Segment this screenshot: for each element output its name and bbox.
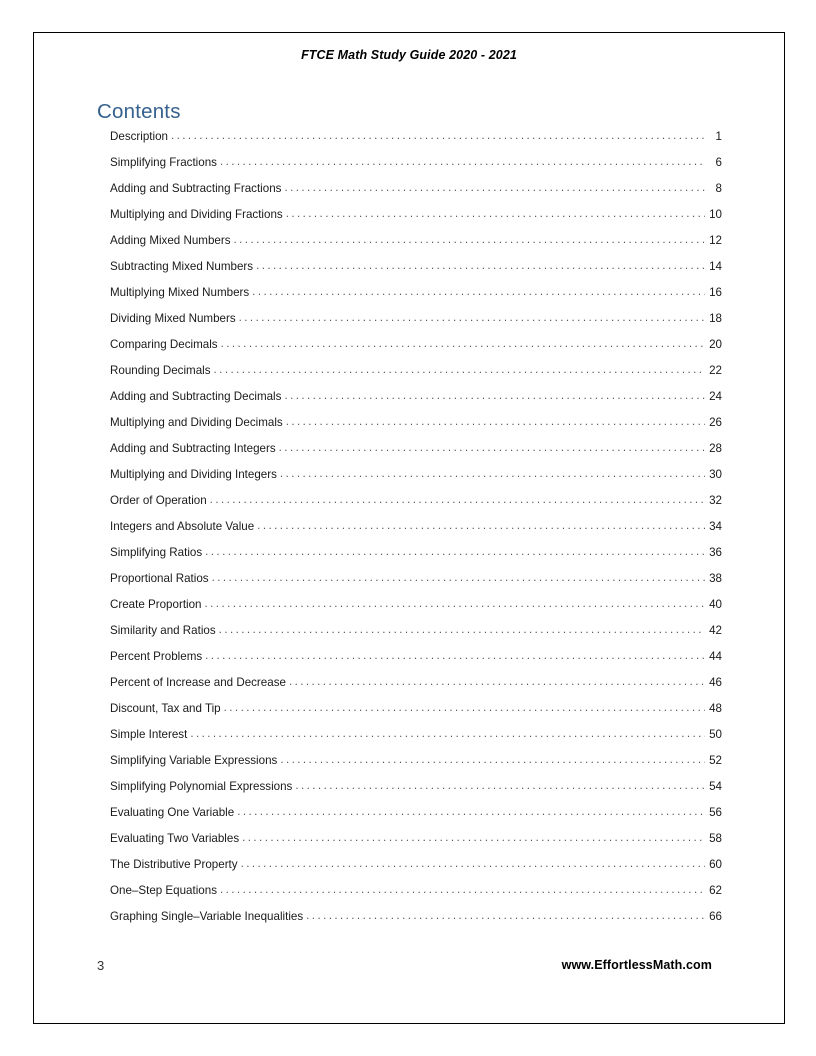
- toc-entry-title: Create Proportion: [110, 598, 202, 611]
- toc-entry-page-number: 10: [709, 208, 722, 221]
- toc-entry-page-number: 38: [709, 572, 722, 585]
- toc-entry-title: Adding Mixed Numbers: [110, 234, 231, 247]
- toc-entry[interactable]: [110, 468, 722, 494]
- toc-entry-title: Simple Interest: [110, 728, 188, 741]
- toc-entry-title: Multiplying Mixed Numbers: [110, 286, 250, 299]
- toc-entry-page-number: 44: [709, 650, 722, 663]
- toc-leader-dots: [280, 754, 705, 766]
- toc-entry[interactable]: [110, 910, 722, 936]
- toc-leader-dots: [210, 494, 705, 506]
- toc-entry[interactable]: [110, 520, 722, 546]
- toc-entry-page-number: 54: [709, 780, 722, 793]
- toc-entry-page-number: 8: [715, 182, 722, 195]
- toc-entry-page-number: 14: [709, 260, 722, 273]
- toc-leader-dots: [219, 624, 705, 636]
- toc-entry[interactable]: [110, 260, 722, 286]
- footer-website: www.EffortlessMath.com: [561, 958, 712, 972]
- toc-entry-title: One–Step Equations: [110, 884, 217, 897]
- toc-leader-dots: [224, 702, 705, 714]
- toc-entry[interactable]: [110, 494, 722, 520]
- toc-entry-page-number: 12: [709, 234, 722, 247]
- toc-entry-title: Subtracting Mixed Numbers: [110, 260, 254, 273]
- toc-entry-title: Simplifying Fractions: [110, 156, 217, 169]
- toc-entry-page-number: 52: [709, 754, 722, 767]
- toc-leader-dots: [171, 130, 705, 142]
- toc-entry-page-number: 48: [709, 702, 722, 715]
- toc-entry-page-number: 1: [715, 130, 722, 143]
- toc-leader-dots: [221, 338, 705, 350]
- toc-leader-dots: [280, 468, 705, 480]
- toc-entry[interactable]: [110, 884, 722, 910]
- toc-leader-dots: [252, 286, 705, 298]
- toc-entry[interactable]: [110, 858, 722, 884]
- toc-entry-title: Comparing Decimals: [110, 338, 218, 351]
- toc-leader-dots: [286, 208, 705, 220]
- toc-entry-title: Multiplying and Dividing Decimals: [110, 416, 283, 429]
- toc-entry-page-number: 32: [709, 494, 722, 507]
- toc-leader-dots: [237, 806, 705, 818]
- toc-entry-title: Multiplying and Dividing Integers: [110, 468, 277, 481]
- toc-entry[interactable]: [110, 598, 722, 624]
- toc-entry-title: Adding and Subtracting Fractions: [110, 182, 282, 195]
- toc-entry[interactable]: [110, 390, 722, 416]
- toc-entry-title: Evaluating Two Variables: [110, 832, 240, 845]
- toc-leader-dots: [256, 260, 705, 272]
- toc-entry[interactable]: [110, 312, 722, 338]
- toc-leader-dots: [286, 416, 705, 428]
- toc-entry[interactable]: [110, 338, 722, 364]
- toc-entry-page-number: 56: [709, 806, 722, 819]
- toc-entry-title: Multiplying and Dividing Fractions: [110, 208, 283, 221]
- toc-entry-title: Proportional Ratios: [110, 572, 209, 585]
- running-head-title: FTCE Math Study Guide 2020 - 2021: [301, 48, 517, 62]
- toc-entry-title: Simplifying Variable Expressions: [110, 754, 278, 767]
- toc-entry-title: Percent of Increase and Decrease: [110, 676, 286, 689]
- toc-entry-title: Adding and Subtracting Decimals: [110, 390, 282, 403]
- toc-entry-page-number: 36: [709, 546, 722, 559]
- toc-leader-dots: [220, 156, 705, 168]
- toc-entry-page-number: 66: [709, 910, 722, 923]
- toc-entry[interactable]: [110, 416, 722, 442]
- toc-entry[interactable]: [110, 702, 722, 728]
- footer-page-number: 3: [97, 958, 105, 973]
- toc-leader-dots: [279, 442, 705, 454]
- toc-leader-dots: [212, 572, 705, 584]
- toc-entry[interactable]: [110, 624, 722, 650]
- toc-entry-page-number: 26: [709, 416, 722, 429]
- toc-entry-page-number: 46: [709, 676, 722, 689]
- toc-entry[interactable]: [110, 754, 722, 780]
- toc-entry[interactable]: [110, 832, 722, 858]
- toc-leader-dots: [241, 858, 705, 870]
- toc-entry-page-number: 58: [709, 832, 722, 845]
- table-of-contents: [110, 130, 722, 936]
- toc-entry[interactable]: [110, 650, 722, 676]
- contents-heading: Contents: [97, 100, 181, 123]
- toc-entry[interactable]: [110, 182, 722, 208]
- toc-leader-dots: [214, 364, 705, 376]
- toc-entry-page-number: 20: [709, 338, 722, 351]
- toc-entry-title: Simplifying Ratios: [110, 546, 203, 559]
- toc-entry-page-number: 30: [709, 468, 722, 481]
- toc-entry-title: Evaluating One Variable: [110, 806, 235, 819]
- toc-leader-dots: [284, 182, 705, 194]
- toc-entry-page-number: 60: [709, 858, 722, 871]
- toc-entry-page-number: 50: [709, 728, 722, 741]
- toc-entry-title: Discount, Tax and Tip: [110, 702, 221, 715]
- toc-entry-title: Simplifying Polynomial Expressions: [110, 780, 293, 793]
- toc-entry-title: Dividing Mixed Numbers: [110, 312, 236, 325]
- toc-entry[interactable]: [110, 208, 722, 234]
- toc-entry-title: Integers and Absolute Value: [110, 520, 255, 533]
- toc-leader-dots: [205, 650, 705, 662]
- toc-entry-title: Similarity and Ratios: [110, 624, 216, 637]
- toc-entry-title: Rounding Decimals: [110, 364, 211, 377]
- toc-entry-page-number: 40: [709, 598, 722, 611]
- toc-entry-page-number: 24: [709, 390, 722, 403]
- toc-entry[interactable]: [110, 728, 722, 754]
- toc-leader-dots: [257, 520, 705, 532]
- toc-entry-title: Description: [110, 130, 168, 143]
- toc-entry-title: Percent Problems: [110, 650, 203, 663]
- toc-entry[interactable]: [110, 286, 722, 312]
- toc-entry[interactable]: [110, 676, 722, 702]
- toc-entry[interactable]: [110, 572, 722, 598]
- toc-leader-dots: [242, 832, 705, 844]
- toc-entry-page-number: 28: [709, 442, 722, 455]
- toc-entry-title: Order of Operation: [110, 494, 207, 507]
- toc-entry-page-number: 18: [709, 312, 722, 325]
- toc-leader-dots: [289, 676, 705, 688]
- toc-entry-page-number: 62: [709, 884, 722, 897]
- toc-leader-dots: [306, 910, 705, 922]
- toc-entry[interactable]: [110, 364, 722, 390]
- toc-entry-title: The Distributive Property: [110, 858, 238, 871]
- toc-entry[interactable]: [110, 156, 722, 182]
- toc-entry-page-number: 34: [709, 520, 722, 533]
- toc-entry[interactable]: [110, 806, 722, 832]
- toc-leader-dots: [295, 780, 705, 792]
- toc-entry-page-number: 16: [709, 286, 722, 299]
- toc-entry[interactable]: [110, 780, 722, 806]
- toc-leader-dots: [239, 312, 705, 324]
- toc-leader-dots: [190, 728, 705, 740]
- toc-entry-page-number: 22: [709, 364, 722, 377]
- toc-entry-title: Graphing Single–Variable Inequalities: [110, 910, 304, 923]
- toc-entry-page-number: 6: [715, 156, 722, 169]
- toc-leader-dots: [205, 546, 705, 558]
- toc-leader-dots: [220, 884, 705, 896]
- toc-entry-page-number: 42: [709, 624, 722, 637]
- toc-entry[interactable]: [110, 442, 722, 468]
- toc-leader-dots: [234, 234, 705, 246]
- toc-leader-dots: [284, 390, 705, 402]
- toc-leader-dots: [205, 598, 705, 610]
- toc-entry[interactable]: [110, 546, 722, 572]
- toc-entry-title: Adding and Subtracting Integers: [110, 442, 276, 455]
- toc-entry[interactable]: [110, 234, 722, 260]
- toc-entry[interactable]: [110, 130, 722, 156]
